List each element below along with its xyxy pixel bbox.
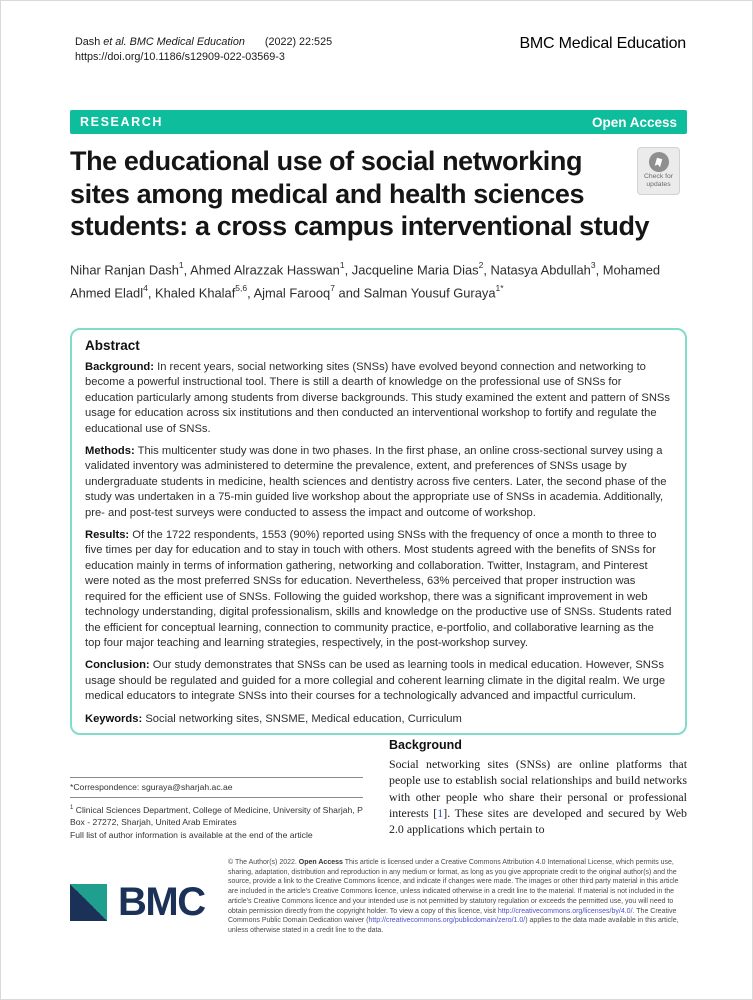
article-type-banner <box>70 110 687 134</box>
article-title <box>70 145 670 243</box>
correspondence-email[interactable]: sguraya@sharjah.ac.ae <box>141 782 233 792</box>
abstract-box <box>70 328 687 735</box>
check-updates-label: Check for updates <box>643 173 674 188</box>
bmc-logo <box>70 856 228 936</box>
page-header <box>75 35 686 64</box>
cc-by-license-link[interactable]: http://creativecommons.org/licenses/by/4.0/ <box>497 907 633 915</box>
abstract-keywords: Keywords: Social networking sites, SNSME, Medical education, Curriculum <box>85 712 462 725</box>
abstract-background: Background: In recent years, social networking sites (SNSs) have evolved beyond connection and networking to become a powerful instructional tool. There is still a dearth of knowledge on the professional use of SNSs for education particularly among students from diverse backgrounds. This study examined the extent and pattern of SNSs usage for education across six institutions and then conducted an interventional workshop to fortify and regulate the educational use of SNSs. <box>85 361 670 435</box>
crossmark-bookmark-icon <box>649 152 669 172</box>
page-footer <box>70 856 687 936</box>
bmc-logo-text: BMC <box>118 880 205 925</box>
background-heading: Background <box>389 738 462 752</box>
copyright-notice: © The Author(s) 2022. Open Access This article is licensed under a Creative Commons Attribution 4.0 International License, which permits use, sharing, adaptation, distribution and reproduction in any medium or format, as long as you give appropriate credit to the original author(s) and the source, provide a link to the Creative Commons licence, and indicate if changes were made. The images or other third party material in this article are included in the article's Creative Commons licence, unless indicated otherwise in a credit line to the material. If material is not included in the article's Creative Commons licence and your intended use is not permitted by statutory regulation or exceeds the permitted use, you will need to obtain permission directly from the copyright holder. To view a copy of this licence, visit http://creativecommons.org/licenses/by/4.0/. The Creative Commons Public Domain Dedication waiver (http://creativecommons.org/publicdomain/zero/1.0/) applies to the data made available in this article, unless otherwise stated in a credit line to the data. <box>228 859 679 934</box>
citation-ref-1[interactable]: 1 <box>437 805 444 820</box>
research-label: RESEARCH <box>80 115 163 129</box>
abstract-methods: Methods: This multicenter study was done in two phases. In the first phase, an online cross-sectional survey using a validated inventory was administered to determine the prevalence, extent, and preferences of SNSs usage by undergraduate students in medicine, health sciences and dentistry across five centers. Later, the second phase of the study was undertaken in a 75-min guided live workshop about the appropriate use of SNSs in academia. Additionally, pre- and post-test surveys were conducted to assess the impact and outcome of workshop. <box>85 445 667 519</box>
cc-zero-waiver-link[interactable]: http://creativecommons.org/publicdomain/zero/1.0/ <box>368 917 526 925</box>
check-for-updates-badge[interactable] <box>637 147 680 195</box>
citation-line: Dash et al. BMC Medical Education (2022) 22:525 <box>75 36 333 48</box>
abstract-conclusion: Conclusion: Our study demonstrates that SNSs can be used as learning tools in medical education. However, SNSs usage should be regulated and guided for a more collegial and coherent learning climate in the digital realm. We urge medical educators to integrate SNSs into their courses for a technologically advanced and impactful curriculum. <box>85 659 666 703</box>
correspondence-line: *Correspondence: sguraya@sharjah.ac.ae <box>70 782 233 792</box>
title-line-1: The educational use of social networking <box>70 146 583 176</box>
abstract-results: Results: Of the 1722 respondents, 1553 (90%) reported using SNSs with the frequency of once a month to three to five times per day for education and to stay in touch with others. Most students agreed with the benefits of SNSs for education mainly in terms of information gathering, networking and collaboration. Twitter, Instagram, and Pinterest were noted as the most preferred SNSs for education. Nevertheless, 63% perceived that proper instruction was required for the efficient use of SNSs. Following the guided workshop, there was a significant improvement in web technology understanding, digital professionalism, skills and knowledge on the productive use of SNSs. Students rated the efficient for conceptual learning, connection to community practice, e-portfolio, and collaborative learning as the top four major teaching and learning strategies, respectively, in the post-workshop survey. <box>85 529 672 649</box>
divider <box>70 777 363 778</box>
divider <box>70 797 363 798</box>
title-line-3: students: a cross campus interventional study <box>70 211 650 241</box>
citation-block <box>75 35 332 64</box>
doi-link[interactable]: https://doi.org/10.1186/s12909-022-03569-3 <box>75 50 285 63</box>
journal-name: BMC Medical Education <box>519 35 686 52</box>
bmc-logo-icon <box>70 884 107 921</box>
author-list: Nihar Ranjan Dash$^1$, Ahmed Alrazzak Hasswan$^1$, Jacqueline Maria Dias$^2$, Natasya Abdullah$^3$, Mohamed Ahmed Eladl$^4$, Khaled Khalaf$^{5,6}$, Ajmal Farooq$^7$ and Salman Yousuf Guraya$^{1*}$ <box>70 260 661 301</box>
title-line-2: sites among medical and health sciences <box>70 178 585 209</box>
open-access-label: Open Access <box>591 114 677 130</box>
background-body: Social networking sites (SNSs) are online platforms that people use to establish social relationships and build networks with other people who share their personal or professional interests [1]. These sites are developed and secured by Web 2.0 applications which pertain to <box>389 757 687 837</box>
abstract-heading: Abstract <box>85 338 140 353</box>
footnote-column <box>70 738 363 841</box>
body-columns <box>70 738 687 841</box>
background-section <box>389 738 687 841</box>
affiliation-note: $^1$ Clinical Sciences Department, College of Medicine, University of Sharjah, P Box - 27272, Sharjah, United Arab Emirates Full list of author information is available at the end of the article <box>70 804 363 840</box>
